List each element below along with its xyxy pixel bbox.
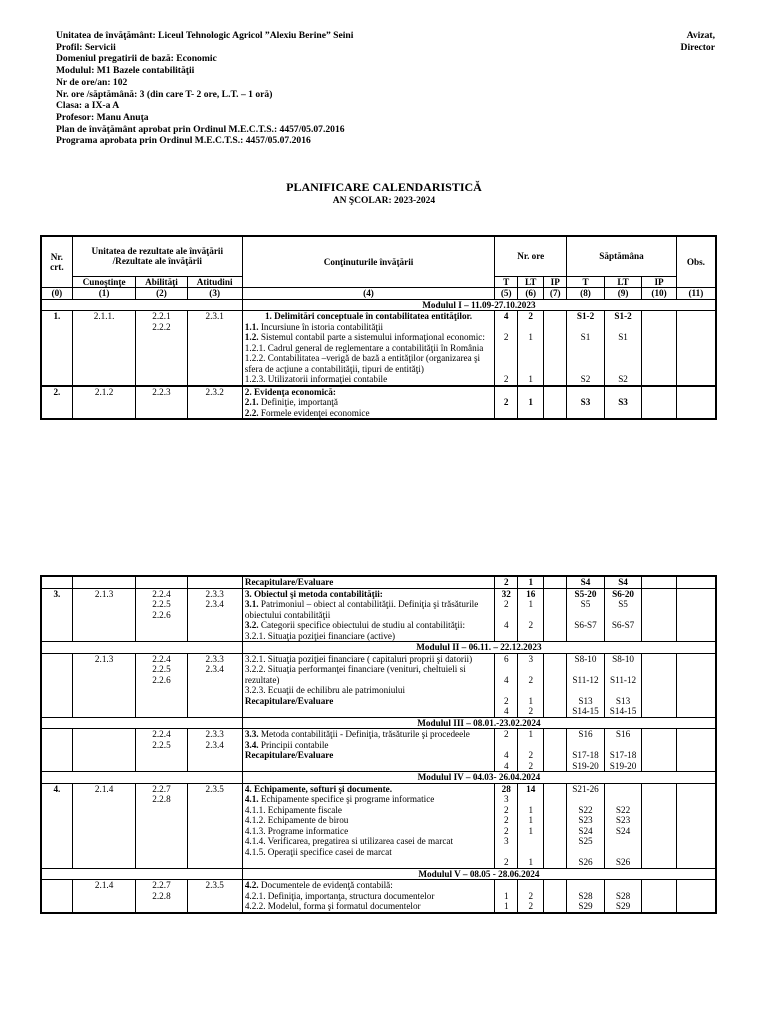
knowledge-code: 2.1.1. xyxy=(72,311,136,386)
hours-lt: 1 2 2 xyxy=(518,729,544,772)
hours-t: 32 2 4 xyxy=(495,588,518,642)
col-skills-header: Abilităţi xyxy=(136,276,187,288)
module-line: Modulul: M1 Bazele contabilităţii xyxy=(56,65,195,77)
index-cell: (3) xyxy=(187,288,242,300)
hours-lt: 14 1 1 1 1 xyxy=(518,783,544,868)
skills-codes: 2.2.1 2.2.2 xyxy=(136,311,187,386)
module-2-label: Modulul II – 06.11. – 22.12.2023 xyxy=(242,642,716,654)
module-row xyxy=(41,299,716,311)
document-title: PLANIFICARE CALENDARISTICĂ xyxy=(286,180,482,194)
planning-table-part-1 xyxy=(40,235,717,420)
content-cell: 3.3. Metoda contabilităţii - Definiţia, trăsăturile şi procedeele 3.4. Principii contabile Recapitulare/Evaluare xyxy=(242,729,494,772)
hours-t: 2 4 4 xyxy=(495,729,518,772)
hours-week-line: Nr. ore /săptămână: 3 (din care T- 2 ore, L.T. – 1 oră) xyxy=(56,88,273,100)
col-week-ip-header: IP xyxy=(642,276,676,288)
hours-lt: 1 xyxy=(518,576,544,588)
table-row xyxy=(41,880,716,913)
content-cell: 4. Echipamente, softuri şi documente. 4.1. Echipamente specifice şi programe informatice 4.1.1. Echipamente fiscale 4.1.2. Echipamente de birou 4.1.3. Programe informatice 4.1.4. Verificarea, pregatirea si utilizarea casei de marcat 4.1.5. Operaţii specifice casei de marcat xyxy=(242,783,494,868)
module-row xyxy=(41,868,716,880)
table-row xyxy=(41,653,716,717)
module-row xyxy=(41,772,716,784)
hours-t: 2 xyxy=(495,386,518,420)
row-number: 3. xyxy=(41,588,72,642)
hours-lt: 2 2 xyxy=(518,880,544,913)
table-row xyxy=(41,729,716,772)
index-cell: (9) xyxy=(604,288,642,300)
planning-table-part-2 xyxy=(40,575,717,914)
col-content-header: Conţinuturile învăţării xyxy=(242,236,494,288)
week-lt: S4 xyxy=(604,576,642,588)
content-cell: 2. Evidenţa economică: 2.1. Definiţie, importanţă 2.2. Formele evidenţei economice xyxy=(242,386,494,420)
school-year: AN ŞCOLAR: 2023-2024 xyxy=(332,196,436,206)
attitude-code: 2.3.1 xyxy=(187,311,242,386)
chapter-title: 4. Echipamente, softuri şi documente. xyxy=(244,783,393,794)
hours-t: 28 3 2 2 2 3 2 xyxy=(495,783,518,868)
knowledge-code: 2.1.4 xyxy=(72,880,136,913)
approval-block xyxy=(681,30,715,53)
week-lt: S22 S23 S24 S26 xyxy=(604,783,642,868)
table-row xyxy=(41,783,716,868)
table-row xyxy=(41,386,716,420)
hours-t: 6 4 2 4 xyxy=(495,653,518,717)
index-cell: (2) xyxy=(136,288,187,300)
skills-codes: 2.2.3 xyxy=(136,386,187,420)
module-1-label: Modulul I – 11.09-27.10.2023 xyxy=(242,299,716,311)
hours-lt: 2 1 1 xyxy=(518,311,544,386)
attitude-codes: 2.3.3 2.3.4 xyxy=(187,653,242,717)
col-ip-header: IP xyxy=(544,276,567,288)
row-number: 2. xyxy=(41,386,72,420)
content-cell: 4.2. Documentele de evidenţă contabilă: 4.2.1. Definiţia, importanţa, structura documentelor 4.2.2. Modelul, forma şi formatul documentelor xyxy=(242,880,494,913)
teacher-line: Profesor: Manu Anuţa xyxy=(56,111,149,123)
attitude-codes: 2.3.3 2.3.4 xyxy=(187,588,242,642)
index-cell: (8) xyxy=(567,288,605,300)
week-t: S21-26 S22 S23 S24 S25 S26 xyxy=(567,783,605,868)
content-cell: 3.2.1. Situaţia poziţiei financiare ( capitaluri proprii şi datorii) 3.2.2. Situaţia performanţei financiare (venituri, cheltuieli si rezultate) 3.2.3. Ecuaţii de echilibru ale patrimoniului Recapitulare/Evaluare xyxy=(242,653,494,717)
row-number: 1. xyxy=(41,311,72,386)
chapter-title: 2. Evidenţa economică: xyxy=(244,386,336,397)
table-row xyxy=(41,576,716,588)
hours-year-line: Nr de ore/an: 102 xyxy=(56,76,128,88)
col-obs-header: Obs. xyxy=(676,236,716,288)
week-lt: S28 S29 xyxy=(604,880,642,913)
content-cell: 1. Delimitări conceptuale în contabilitatea entităţilor. 1.1. Incursiune în istoria contabilităţii 1.2. Sistemul contabil parte a sistemului informaţional economic: 1.2.1. Cadrul general de reglementare a contabilităţii în România 1.2.2. Contabilitatea –verigă de bază a entităţilor (organizarea şi sfera de acţiune a contabilităţii, tipuri de entităţi) 1.2.3. Utilizatorii informaţiei contabile xyxy=(242,311,494,386)
plan-line: Plan de învăţământ aprobat prin Ordinul M.E.C.T.S.: 4457/05.07.2016 xyxy=(56,123,345,135)
profile-line: Profil: Servicii xyxy=(56,41,116,53)
skills-codes: 2.2.7 2.2.8 xyxy=(136,783,187,868)
content-cell: 3. Obiectul şi metoda contabilităţii: 3.1. Patrimoniul – obiect al contabilităţii. Definiţia şi trăsăturile obiectului contabilităţii 3.2. Categorii specifice obiectului de studiu al contabilităţii: 3.2.1. Situaţia poziţiei financiare (active) xyxy=(242,588,494,642)
index-cell: (0) xyxy=(41,288,72,300)
class-line: Clasa: a IX-a A xyxy=(56,100,120,112)
hours-lt: 1 xyxy=(518,386,544,420)
col-week-t-header: T xyxy=(567,276,605,288)
col-week-lt-header: LT xyxy=(604,276,642,288)
col-hours-header: Nr. ore xyxy=(495,236,567,276)
col-attitudes-header: Atitudini xyxy=(187,276,242,288)
week-lt: S8-10 S11-12 S13 S14-15 xyxy=(604,653,642,717)
attitude-code: 2.3.2 xyxy=(187,386,242,420)
week-t: S1-2 S1 S2 xyxy=(567,311,605,386)
knowledge-code: 2.1.2 xyxy=(72,386,136,420)
module-3-label: Modulul III – 08.01.-23.02.2024 xyxy=(242,717,716,729)
col-unit-header: Unitatea de rezultate ale învăţării /Rezultate ale învăţării xyxy=(72,236,242,276)
index-row xyxy=(41,288,716,300)
col-knowledge-header: Cunoştinţe xyxy=(72,276,136,288)
hours-t: 4 2 2 xyxy=(495,311,518,386)
chapter-title: 3. Obiectul şi metoda contabilităţii: xyxy=(244,588,383,599)
table-row xyxy=(41,588,716,642)
attitude-code: 2.3.5 xyxy=(187,880,242,913)
week-lt: S6-20 S5 S6-S7 xyxy=(604,588,642,642)
col-week-header: Săptămâna xyxy=(567,236,677,276)
school-line: Unitatea de învăţământ: Liceul Tehnologic Agricol ”Alexiu Berine” Seini xyxy=(56,30,354,41)
module-5-label: Modulul V – 08.05 - 28.06.2024 xyxy=(242,868,716,880)
week-t: S3 xyxy=(567,386,605,420)
week-t: S8-10 S11-12 S13 S14-15 xyxy=(567,653,605,717)
knowledge-code: 2.1.4 xyxy=(72,783,136,868)
recap-label: Recapitulare/Evaluare xyxy=(242,576,494,588)
index-cell: (6) xyxy=(518,288,544,300)
hours-lt: 16 1 2 xyxy=(518,588,544,642)
hours-lt: 3 2 1 2 xyxy=(518,653,544,717)
week-lt: S16 S17-18 S19-20 xyxy=(604,729,642,772)
week-lt: S3 xyxy=(604,386,642,420)
index-cell: (11) xyxy=(676,288,716,300)
attitude-codes: 2.3.3 2.3.4 xyxy=(187,729,242,772)
index-cell: (10) xyxy=(642,288,676,300)
school-info-block xyxy=(56,30,353,147)
module-row xyxy=(41,642,716,654)
week-t: S16 S17-18 S19-20 xyxy=(567,729,605,772)
index-cell: (1) xyxy=(72,288,136,300)
col-lt-header: LT xyxy=(518,276,544,288)
domain-line: Domeniul pregatirii de bază: Economic xyxy=(56,53,217,65)
week-t: S5-20 S5 S6-S7 xyxy=(567,588,605,642)
table-row xyxy=(41,311,716,386)
row-number: 4. xyxy=(41,783,72,868)
skills-codes: 2.2.4 2.2.5 xyxy=(136,729,187,772)
hours-t: 2 xyxy=(495,576,518,588)
skills-codes: 2.2.4 2.2.5 2.2.6 xyxy=(136,588,187,642)
approved-label: Avizat, xyxy=(686,30,715,41)
module-4-label: Modulul IV – 04.03- 26.04.2024 xyxy=(242,772,716,784)
skills-codes: 2.2.7 2.2.8 xyxy=(136,880,187,913)
col-nr-header: Nr. crt. xyxy=(41,236,72,288)
program-line: Programa aprobata prin Ordinul M.E.C.T.S.: 4457/05.07.2016 xyxy=(56,135,311,147)
knowledge-code: 2.1.3 xyxy=(72,653,136,717)
skills-codes: 2.2.4 2.2.5 2.2.6 xyxy=(136,653,187,717)
attitude-code: 2.3.5 xyxy=(187,783,242,868)
week-t: S4 xyxy=(567,576,605,588)
index-cell: (7) xyxy=(544,288,567,300)
index-cell: (5) xyxy=(495,288,518,300)
week-t: S28 S29 xyxy=(567,880,605,913)
index-cell: (4) xyxy=(242,288,494,300)
week-lt: S1-2 S1 S2 xyxy=(604,311,642,386)
knowledge-code: 2.1.3 xyxy=(72,588,136,642)
col-t-header: T xyxy=(495,276,518,288)
chapter-title: 1. Delimitări conceptuale în contabilitatea entităţilor. xyxy=(264,311,473,321)
hours-t: 1 1 xyxy=(495,880,518,913)
module-row xyxy=(41,717,716,729)
director-label: Director xyxy=(680,41,715,53)
